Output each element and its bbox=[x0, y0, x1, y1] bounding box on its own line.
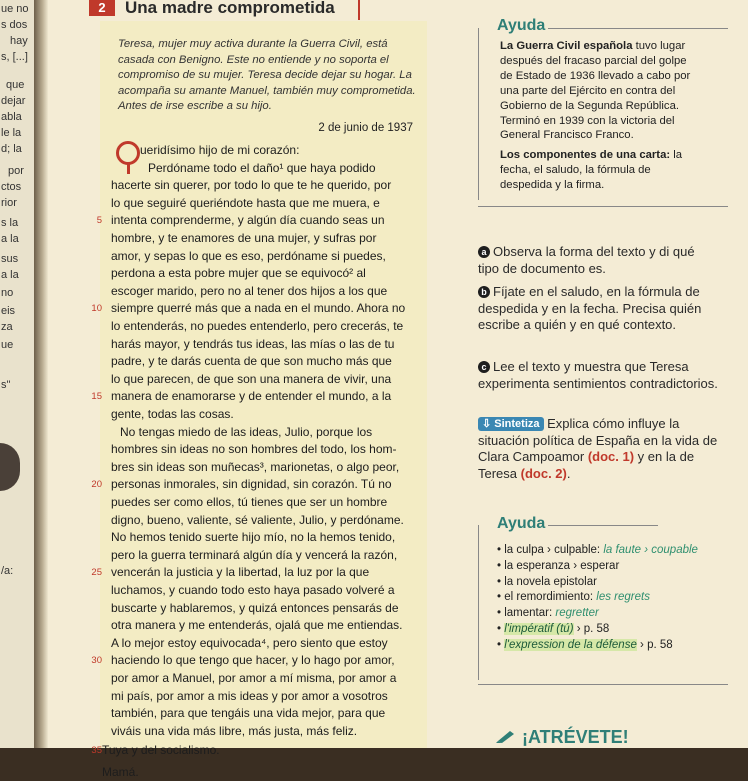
letter-line: escoger marido, pero no al tener dos hijos a los que bbox=[111, 283, 388, 298]
question-b-icon: b bbox=[478, 286, 490, 298]
letter-line: también, para que tengáis una vida mejor, para que bbox=[111, 706, 386, 721]
vocab-list bbox=[497, 543, 712, 654]
left-fragment: le la bbox=[1, 127, 22, 139]
ayuda-rule-bottom bbox=[478, 206, 728, 207]
left-fragment: d; la bbox=[1, 143, 22, 155]
left-fragment: ue bbox=[1, 339, 14, 351]
left-fragment: sus bbox=[1, 253, 19, 265]
question-a: a Observa la forma del texto y di qué tipo de documento es. bbox=[478, 244, 695, 276]
letter-line: personas inmorales, sin dignidad, sin corazón. Tú no bbox=[111, 477, 392, 492]
letter-line: Perdóname todo el daño¹ que haya podido bbox=[148, 160, 376, 175]
letter-line: padre, y te darás cuenta de que son mucho más que bbox=[111, 354, 392, 369]
letter-line: puedes ser como ellos, tú tienes que ser un hombre bbox=[111, 495, 388, 509]
ayuda-rule bbox=[548, 28, 728, 29]
ayuda-content bbox=[500, 39, 700, 193]
left-fragment: abla bbox=[1, 111, 22, 123]
left-page-strip bbox=[0, 0, 35, 748]
drop-cap-q-icon bbox=[116, 141, 140, 165]
ayuda-border bbox=[478, 28, 479, 200]
sintetiza-badge: ⇩ Sintetiza bbox=[478, 417, 544, 431]
line-number: 15 bbox=[91, 391, 102, 403]
vocab-item: • la novela epistolar bbox=[497, 575, 597, 588]
letter-line: lo que parecen, de que son una manera de vivir, una bbox=[111, 371, 392, 386]
left-fragment: que bbox=[6, 79, 25, 91]
letter-line: manera de enamorarse y de entender el mundo, a la bbox=[111, 389, 392, 404]
left-fragment: a la bbox=[1, 269, 19, 281]
ayuda2-rule bbox=[548, 525, 658, 526]
letter-line: bres sin ideas son muñecas³, marionetas, o algo peor, bbox=[111, 459, 400, 474]
left-fragment: hay bbox=[10, 35, 28, 47]
letter-line: pero la guerra terminará algún día y vencerá la razón, bbox=[111, 547, 398, 562]
letter-line: gente, todas las cosas. bbox=[111, 407, 234, 421]
letter-line: siempre querré más que a nada en el mundo. Ahora no bbox=[111, 301, 406, 316]
vocab-item: • l'impératif (tú) › p. 58 bbox=[497, 622, 610, 635]
pencil-icon bbox=[496, 729, 516, 743]
letter-date: 2 de junio de 1937 bbox=[318, 122, 413, 134]
line-number: 20 bbox=[91, 479, 102, 491]
letter-line: No hemos tenido suerte hijo mío, no la hemos tenido, bbox=[111, 530, 396, 545]
letter-line: por amor a Manuel, por amor a mí misma, por amor a bbox=[111, 671, 397, 685]
vocab-item: • lamentar: regretter bbox=[497, 607, 599, 620]
letter-line: viváis una vida más libre, más justa, más feliz. bbox=[111, 723, 358, 738]
letter-line: lo entenderás, no puedes entenderlo, pero crecerás, te bbox=[111, 319, 404, 333]
vocab-item: • la culpa › culpable: la faute › coupable bbox=[497, 544, 698, 556]
vocab-item: • la esperanza › esperar bbox=[497, 559, 620, 572]
vocab-item: • l'expression de la défense › p. 58 bbox=[497, 638, 673, 651]
ayuda-paragraph: La Guerra Civil española tuvo lugar después del fracaso parcial del golpe de Estado de 1936 llevado a cabo por una parte del Ejército en contra del Gobierno de la Segunda República. Terminó en 1939 con la victoria del General Francisco Franco. bbox=[500, 40, 691, 142]
line-number: 35 bbox=[91, 745, 102, 757]
letter-line: Mamá. bbox=[102, 765, 139, 779]
left-fragment: rior bbox=[1, 197, 17, 209]
doc-number-badge: 2 bbox=[89, 0, 115, 16]
letter-line: luchamos, y cuando todo esto haya pasado volveré a bbox=[111, 583, 395, 597]
letter-line: hombre, y te enamores de una mujer, y sufras por bbox=[111, 231, 377, 245]
letter-line: hombres sin ideas no son hombres del todo, los hom- bbox=[111, 442, 397, 457]
letter-line: mi país, por amor a mis ideas y por amor a vosotros bbox=[111, 688, 388, 703]
left-fragment: ctos bbox=[1, 181, 22, 193]
atrevete-heading: ¡ATRÉVETE! bbox=[522, 727, 629, 747]
ayuda2-title: Ayuda bbox=[497, 515, 546, 532]
line-number: 30 bbox=[91, 655, 102, 667]
left-fragment: s la bbox=[1, 217, 19, 229]
ayuda-title: Ayuda bbox=[497, 17, 546, 34]
question-c: c Lee el texto y muestra que Teresa experimenta sentimientos contradictorios. bbox=[478, 359, 718, 391]
letter-line: intenta comprenderme, y algún día cuando seas un bbox=[111, 213, 385, 228]
line-number: 25 bbox=[91, 567, 102, 579]
left-fragment: por bbox=[8, 165, 24, 177]
book-gutter bbox=[34, 0, 48, 748]
letter-line: perdona a esta pobre mujer que se equivocó² al bbox=[111, 266, 366, 281]
left-fragment: a la bbox=[1, 233, 19, 245]
letter-line: hacerte sin querer, por todo lo que te he querido, por bbox=[111, 178, 392, 193]
ayuda2-border bbox=[478, 525, 479, 680]
left-fragment: dejar bbox=[1, 95, 26, 107]
line-number: 5 bbox=[96, 215, 102, 227]
left-page-photo bbox=[0, 443, 20, 491]
question-a-icon: a bbox=[478, 246, 490, 258]
letter-line: amor, y sepas lo que es eso, perdóname si puedes, bbox=[111, 248, 386, 263]
letter-line: No tengas miedo de las ideas, Julio, porque los bbox=[120, 424, 373, 439]
vocab-item: • el remordimiento: les regrets bbox=[497, 591, 650, 604]
letter-line: digno, bueno, valiente, sé valiente, Julio, y perdóname. bbox=[111, 512, 404, 527]
letter-line: harás mayor, y tendrás tus ideas, las mías o las de tu bbox=[111, 336, 395, 351]
letter-line: buscarte y hablaremos, y quizá entonces pensarás de bbox=[111, 600, 399, 615]
question-b: b Fíjate en el saludo, en la fórmula de despedida y en la fecha. Precisa quién escribe a quién y en qué contexto. bbox=[478, 284, 702, 332]
letter-line: otra manera y me entenderás, ojalá que me entiendas. bbox=[111, 618, 403, 633]
doc-title: Una madre comprometida bbox=[125, 0, 335, 17]
header-rule bbox=[358, 0, 360, 20]
left-fragment: za bbox=[1, 321, 13, 333]
letter-line: vencerán la justicia y la libertad, la luz por la que bbox=[111, 565, 370, 580]
letter-line: lo que seguiré queriéndote hasta que me muera, e bbox=[111, 195, 380, 210]
ayuda2-rule-bottom bbox=[478, 684, 728, 685]
sintetiza-task: ⇩ Sintetiza Explica cómo influye la situación política de España en la vida de Clara Campoamor (doc. 1) y en la de Teresa (doc. 2). bbox=[478, 416, 718, 481]
left-fragment: /a: bbox=[1, 565, 14, 577]
left-fragment: s dos bbox=[1, 19, 28, 31]
left-fragment: s, [...] bbox=[1, 51, 28, 63]
letter-line: A lo mejor estoy equivocada⁴, pero siento que estoy bbox=[111, 635, 388, 650]
letter-line: Tuya y del socialismo. bbox=[102, 743, 220, 758]
intro-text: Teresa, mujer muy activa durante la Guerra Civil, está casada con Benigno. Este no entiende y no soporta el compromiso de su mujer. Teresa decide dejar su hogar. La acompaña su amante Manuel, también muy comprometida. Antes de irse escribe a su hijo. bbox=[118, 38, 416, 112]
left-fragment: ue no bbox=[1, 3, 29, 15]
left-fragment: no bbox=[1, 287, 14, 299]
letter-line: haciendo lo que tengo que hacer, y lo hago por amor, bbox=[111, 653, 395, 668]
left-fragment: s" bbox=[1, 379, 11, 391]
letter-line: ueridísimo hijo de mi corazón: bbox=[140, 143, 300, 157]
ayuda-paragraph: Los componentes de una carta: la fecha, el saludo, la fórmula de despedida y la firma. bbox=[500, 149, 683, 192]
question-c-icon: c bbox=[478, 361, 490, 373]
line-number: 10 bbox=[91, 303, 102, 315]
left-fragment: eis bbox=[1, 305, 16, 317]
